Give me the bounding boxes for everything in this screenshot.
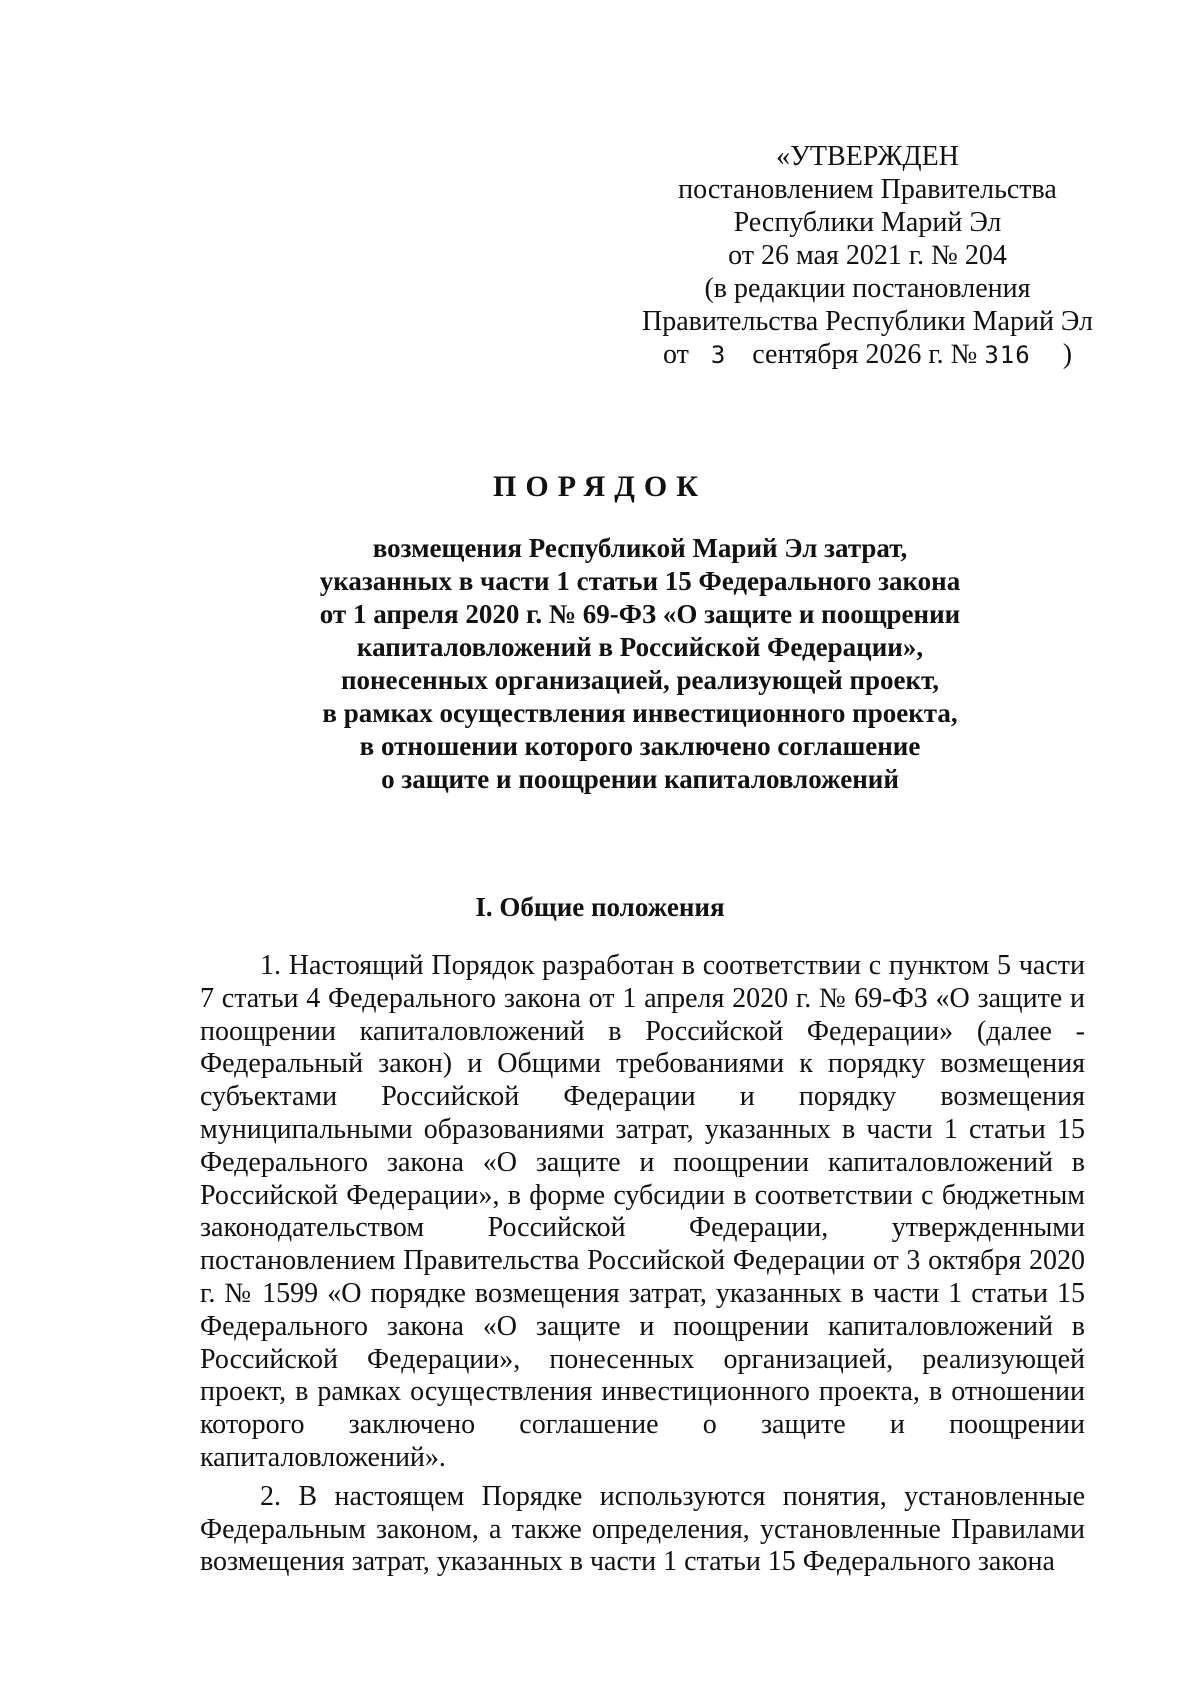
subtitle-line: от 1 апреля 2020 г. № 69-ФЗ «О защите и поощрении bbox=[319, 599, 961, 629]
document-subtitle bbox=[200, 532, 1080, 796]
closing-paren: ) bbox=[1062, 339, 1073, 370]
date-prefix: от bbox=[662, 339, 689, 370]
paragraph: 2. В настоящем Порядке используются понятия, установленные Федеральным законом, а также определения, установленные Правилами возмещения затрат, указанных в части 1 статьи 15 Федерального закона bbox=[200, 1480, 1085, 1578]
approval-line: «УТВЕРЖДЕН bbox=[776, 141, 959, 172]
subtitle-line: возмещения Республикой Марий Эл затрат, bbox=[372, 533, 908, 563]
subtitle-line: в отношении которого заключено соглашение bbox=[359, 731, 921, 761]
approval-line: Правительства Республики Марий Эл bbox=[641, 306, 1094, 337]
amendment-date-line bbox=[615, 338, 1120, 372]
document-body bbox=[200, 950, 1085, 1585]
approval-stamp bbox=[615, 140, 1120, 372]
subtitle-line: указанных в части 1 статьи 15 Федерального закона bbox=[319, 566, 961, 596]
approval-line: (в редакции постановления bbox=[704, 273, 1031, 304]
subtitle-line: о защите и поощрении капиталовложений bbox=[381, 764, 899, 794]
approval-line: от 26 мая 2021 г. № 204 bbox=[728, 240, 1007, 271]
amendment-number: 316 bbox=[984, 341, 1031, 369]
subtitle-line: капиталовложений в Российской Федерации», bbox=[356, 632, 924, 662]
document-title: ПОРЯДОК bbox=[493, 470, 707, 503]
amendment-day: 3 bbox=[710, 341, 727, 369]
approval-line: постановлением Правительства bbox=[678, 174, 1057, 205]
section-heading: I. Общие положения bbox=[475, 892, 725, 922]
subtitle-line: понесенных организацией, реализующей проект, bbox=[340, 665, 940, 695]
approval-line: Республики Марий Эл bbox=[733, 207, 1002, 238]
subtitle-line: в рамках осуществления инвестиционного проекта, bbox=[322, 698, 958, 728]
paragraph: 1. Настоящий Порядок разработан в соответствии с пунктом 5 части 7 статьи 4 Федерального закона от 1 апреля 2020 г. № 69-ФЗ «О защите и поощрении капиталовложений в Российской Федерации» (далее - Федеральный закон) и Общими требованиями к порядку возмещения субъектами Российской Федерации и порядку возмещения муниципальными образованиями затрат, указанных в части 1 статьи 15 Федерального закона «О защите и поощрении капиталовложений в Российской Федерации», в форме субсидии в соответствии с бюджетным законодательством Российской Федерации, утвержденными постановлением Правительства Российской Федерации от 3 октября 2020 г. № 1599 «О порядке возмещения затрат, указанных в части 1 статьи 15 Федерального закона «О защите и поощрении капиталовложений в Российской Федерации», понесенных организацией, реализующей проект, в рамках осуществления инвестиционного проекта, в отношении которого заключено соглашение о защите и поощрении капиталовложений». bbox=[200, 950, 1085, 1473]
amendment-month-year: сентября 2026 г. № bbox=[752, 339, 978, 370]
